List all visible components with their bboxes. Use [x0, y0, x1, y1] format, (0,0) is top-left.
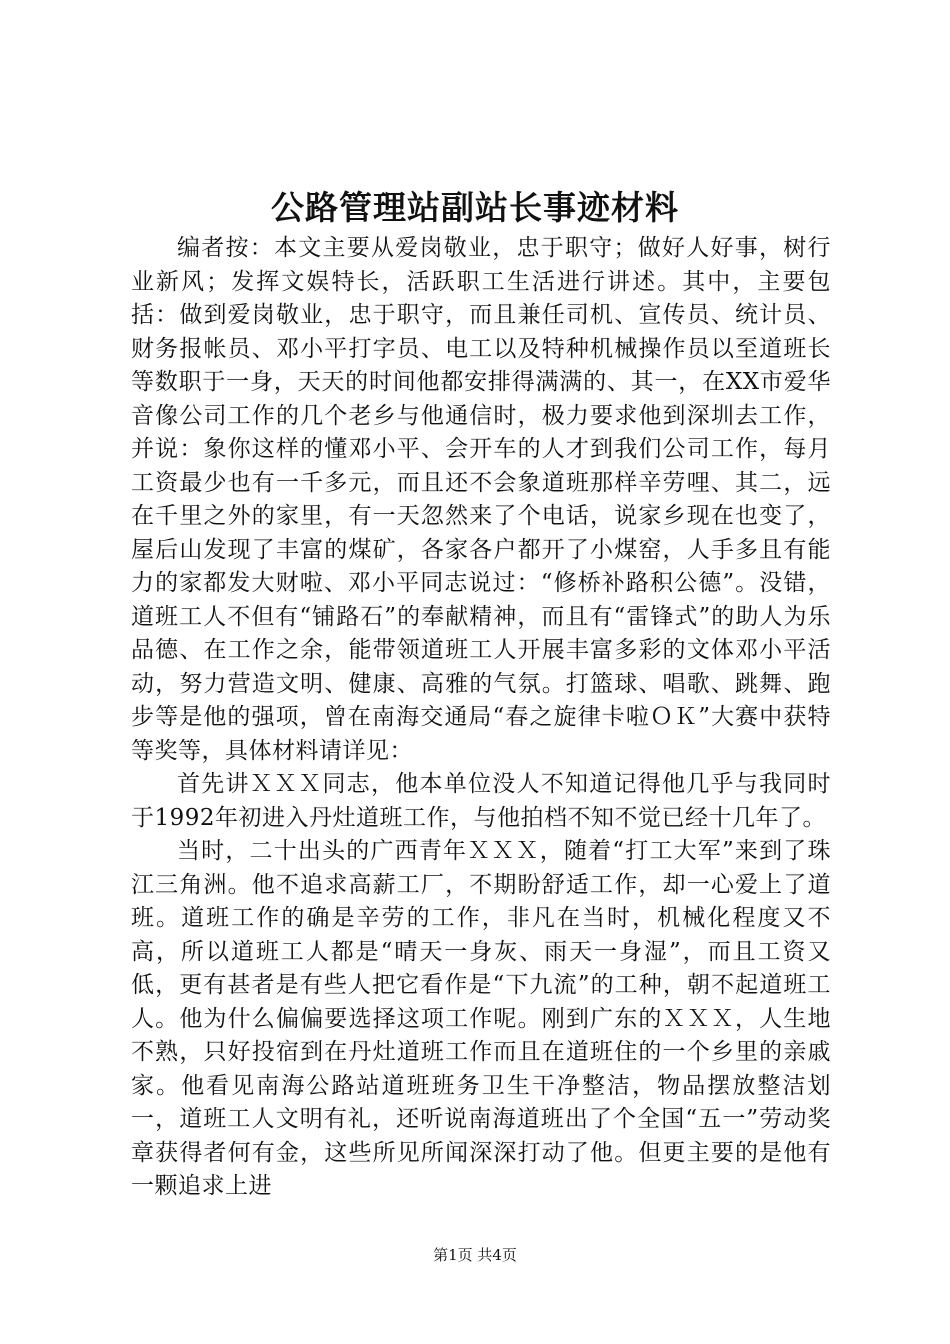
- document-title: 公路管理站副站长事迹材料: [271, 188, 679, 227]
- document-body: [131, 232, 831, 1204]
- paragraph-intro: 首先讲ＸＸＸ同志，他本单位没人不知道记得他几乎与我同时于1992年初进入丹灶道班工作，与他拍档不知不觉已经十几年了。: [131, 771, 831, 831]
- page-footer: 第1页 共4页: [433, 1246, 517, 1264]
- paragraph-background: 当时，二十出头的广西青年ＸＸＸ，随着“打工大军”来到了珠江三角洲。他不追求高薪工厂，不期盼舒适工作，却一心爱上了道班。道班工作的确是辛劳的工作，非凡在当时，机械化程度又不高，所以道班工人都是“晴天一身灰、雨天一身湿”，而且工资又低，更有甚者是有些人把它看作是“下九流”的工种，朝不起道班工人。他为什么偏偏要选择这项工作呢。刚到广东的ＸＸＸ，人生地不熟，只好投宿到在丹灶道班工作而且在道班住的一个乡里的亲戚家。他看见南海公路站道班班务卫生干净整洁，物品摆放整洁划一，道班工人文明有礼，还听说南海道班出了个全国“五一”劳动奖章获得者何有金，这些所见所闻深深打动了他。但更主要的是他有一颗追求上进: [131, 838, 831, 1199]
- paragraph-editor-note: 编者按：本文主要从爱岗敬业，忠于职守；做好人好事，树行业新风；发挥文娱特长，活跃职工生活进行讲述。其中，主要包括：做到爱岗敬业，忠于职守，而且兼任司机、宣传员、统计员、财务报帐员、邓小平打字员、电工以及特种机械操作员以至道班长等数职于一身，天天的时间他都安排得满满的、其一，在XX市爱华音像公司工作的几个老乡与他通信时，极力要求他到深圳去工作，并说：象你这样的懂邓小平、会开车的人才到我们公司工作，每月工资最少也有一千多元，而且还不会象道班那样辛劳哩、其二，远在千里之外的家里，有一天忽然来了个电话，说家乡现在也变了，屋后山发现了丰富的煤矿，各家各户都开了小煤窑，人手多且有能力的家都发大财啦、邓小平同志说过：“修桥补路积公德”。没错，道班工人不但有“铺路石”的奉献精神，而且有“雷锋式”的助人为乐品德、在工作之余，能带领道班工人开展丰富多彩的文体邓小平活动，努力营造文明、健康、高雅的气氛。打篮球、唱歌、跳舞、跑步等是他的强项，曾在南海交通局“春之旋律卡啦ＯＫ”大赛中获特等奖等，具体材料请详见：: [131, 235, 831, 764]
